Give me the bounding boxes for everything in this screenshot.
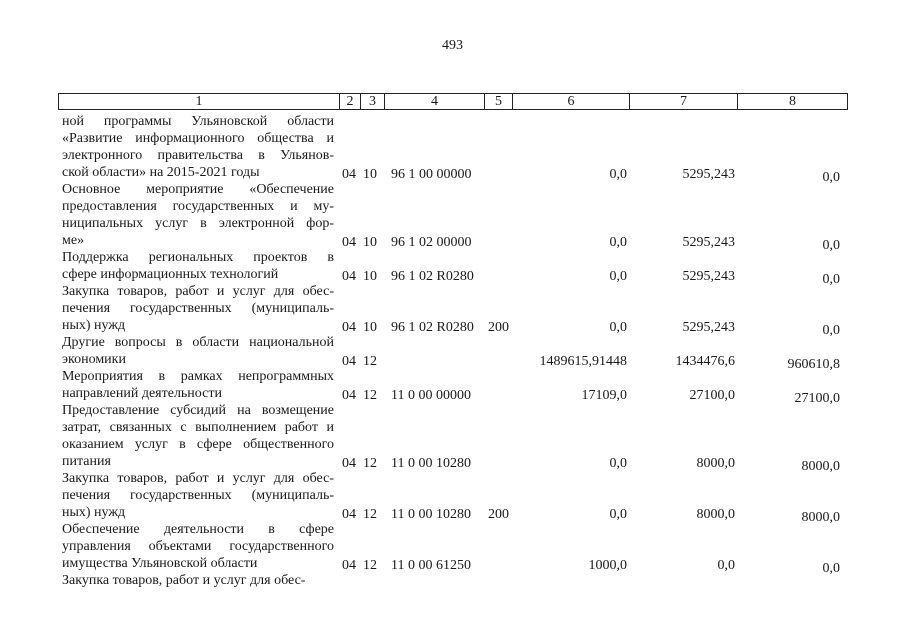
cell-c7: 5295,243 <box>682 235 735 250</box>
cell-c4: 96 1 02 00000 <box>391 235 472 250</box>
cell-c6: 0,0 <box>609 167 627 182</box>
header-col-5: 5 <box>484 93 513 110</box>
cell-c8: 0,0 <box>822 323 840 338</box>
cell-c2: 04 <box>342 354 356 369</box>
cell-c3: 12 <box>363 507 377 522</box>
row-description <box>62 368 334 402</box>
table-row <box>0 181 905 253</box>
cell-c5: 200 <box>488 507 509 522</box>
description-line: ной программы Ульяновской области <box>62 114 334 129</box>
description-line: имущества Ульяновской области <box>62 556 258 571</box>
cell-c2: 04 <box>342 269 356 284</box>
row-description <box>62 249 334 283</box>
cell-c6: 0,0 <box>609 269 627 284</box>
description-line: ных) нужд <box>62 505 126 520</box>
cell-c6: 0,0 <box>609 507 627 522</box>
cell-c7: 5295,243 <box>682 269 735 284</box>
cell-c6: 0,0 <box>609 320 627 335</box>
header-col-1: 1 <box>58 93 340 110</box>
cell-c6: 0,0 <box>609 235 627 250</box>
description-line: предоставления государственных и му- <box>62 199 334 214</box>
cell-c7: 5295,243 <box>682 320 735 335</box>
row-description <box>62 572 334 589</box>
cell-c2: 04 <box>342 235 356 250</box>
table-row <box>0 470 905 525</box>
cell-c8: 8000,0 <box>801 459 840 474</box>
header-col-8: 8 <box>737 93 848 110</box>
cell-c8: 0,0 <box>822 170 840 185</box>
description-line: Закупка товаров, работ и услуг для обес- <box>62 284 334 299</box>
cell-c7: 8000,0 <box>696 456 735 471</box>
cell-c6: 1489615,91448 <box>539 354 627 369</box>
description-line: направлений деятельности <box>62 386 222 401</box>
table-row <box>0 249 905 287</box>
table-row <box>0 368 905 406</box>
row-description <box>62 402 334 470</box>
table-row <box>0 334 905 372</box>
row-description <box>62 521 334 572</box>
cell-c7: 5295,243 <box>682 167 735 182</box>
row-description <box>62 181 334 249</box>
header-col-3: 3 <box>360 93 385 110</box>
cell-c2: 04 <box>342 167 356 182</box>
description-line: Поддержка региональных проектов в <box>62 250 334 265</box>
description-line: сфере информационных технологий <box>62 267 279 282</box>
description-line: экономики <box>62 352 126 367</box>
description-line: Мероприятия в рамках непрограммных <box>62 369 334 384</box>
cell-c7: 0,0 <box>717 558 735 573</box>
cell-c3: 12 <box>363 456 377 471</box>
table-row <box>0 402 905 474</box>
cell-c7: 27100,0 <box>689 388 735 403</box>
cell-c6: 1000,0 <box>588 558 627 573</box>
header-col-2: 2 <box>339 93 361 110</box>
row-description <box>62 113 334 181</box>
cell-c8: 960610,8 <box>787 357 840 372</box>
cell-c4: 11 0 00 10280 <box>391 507 471 522</box>
cell-c8: 0,0 <box>822 272 840 287</box>
cell-c4: 96 1 02 R0280 <box>391 320 474 335</box>
header-col-7: 7 <box>629 93 738 110</box>
cell-c7: 8000,0 <box>696 507 735 522</box>
cell-c4: 11 0 00 61250 <box>391 558 471 573</box>
description-line: электронного правительства в Ульянов- <box>62 148 334 163</box>
row-description <box>62 334 334 368</box>
description-line: ных) нужд <box>62 318 126 333</box>
cell-c4: 96 1 00 00000 <box>391 167 472 182</box>
cell-c8: 0,0 <box>822 238 840 253</box>
cell-c8: 0,0 <box>822 561 840 576</box>
cell-c3: 12 <box>363 388 377 403</box>
cell-c6: 17109,0 <box>581 388 627 403</box>
description-line: Основное мероприятие «Обеспечение <box>62 182 334 197</box>
cell-c4: 11 0 00 10280 <box>391 456 471 471</box>
table-row <box>0 113 905 185</box>
cell-c2: 04 <box>342 558 356 573</box>
description-line: затрат, связанных с выполнением работ и <box>62 420 334 435</box>
description-line: «Развитие информационного общества и <box>62 131 334 146</box>
description-line: Другие вопросы в области национальной <box>62 335 334 350</box>
cell-c4: 11 0 00 00000 <box>391 388 471 403</box>
cell-c3: 10 <box>363 320 377 335</box>
cell-c8: 27100,0 <box>794 391 840 406</box>
cell-c7: 1434476,6 <box>675 354 735 369</box>
description-line: питания <box>62 454 111 469</box>
cell-c5: 200 <box>488 320 509 335</box>
description-line: Закупка товаров, работ и услуг для обес- <box>62 573 306 588</box>
table-row <box>0 572 905 589</box>
description-line: ниципальных услуг в электронной фор- <box>62 216 334 231</box>
cell-c8: 8000,0 <box>801 510 840 525</box>
cell-c2: 04 <box>342 507 356 522</box>
description-line: управления объектами государственного <box>62 539 334 554</box>
cell-c3: 12 <box>363 558 377 573</box>
row-description <box>62 283 334 334</box>
description-line: ской области» на 2015-2021 годы <box>62 165 260 180</box>
cell-c3: 10 <box>363 269 377 284</box>
description-line: печения государственных (муниципаль- <box>62 301 334 316</box>
description-line: Обеспечение деятельности в сфере <box>62 522 334 537</box>
page-number: 493 <box>442 38 463 53</box>
table-row <box>0 283 905 338</box>
cell-c3: 10 <box>363 235 377 250</box>
cell-c6: 0,0 <box>609 456 627 471</box>
table-row <box>0 521 905 576</box>
cell-c2: 04 <box>342 456 356 471</box>
description-line: оказанием услуг в сфере общественного <box>62 437 334 452</box>
description-line: печения государственных (муниципаль- <box>62 488 334 503</box>
cell-c2: 04 <box>342 388 356 403</box>
header-col-4: 4 <box>384 93 485 110</box>
cell-c2: 04 <box>342 320 356 335</box>
description-line: ме» <box>62 233 85 248</box>
cell-c3: 12 <box>363 354 377 369</box>
header-col-6: 6 <box>512 93 630 110</box>
description-line: Закупка товаров, работ и услуг для обес- <box>62 471 334 486</box>
cell-c3: 10 <box>363 167 377 182</box>
table-header <box>0 93 905 111</box>
description-line: Предоставление субсидий на возмещение <box>62 403 334 418</box>
row-description <box>62 470 334 521</box>
cell-c4: 96 1 02 R0280 <box>391 269 474 284</box>
